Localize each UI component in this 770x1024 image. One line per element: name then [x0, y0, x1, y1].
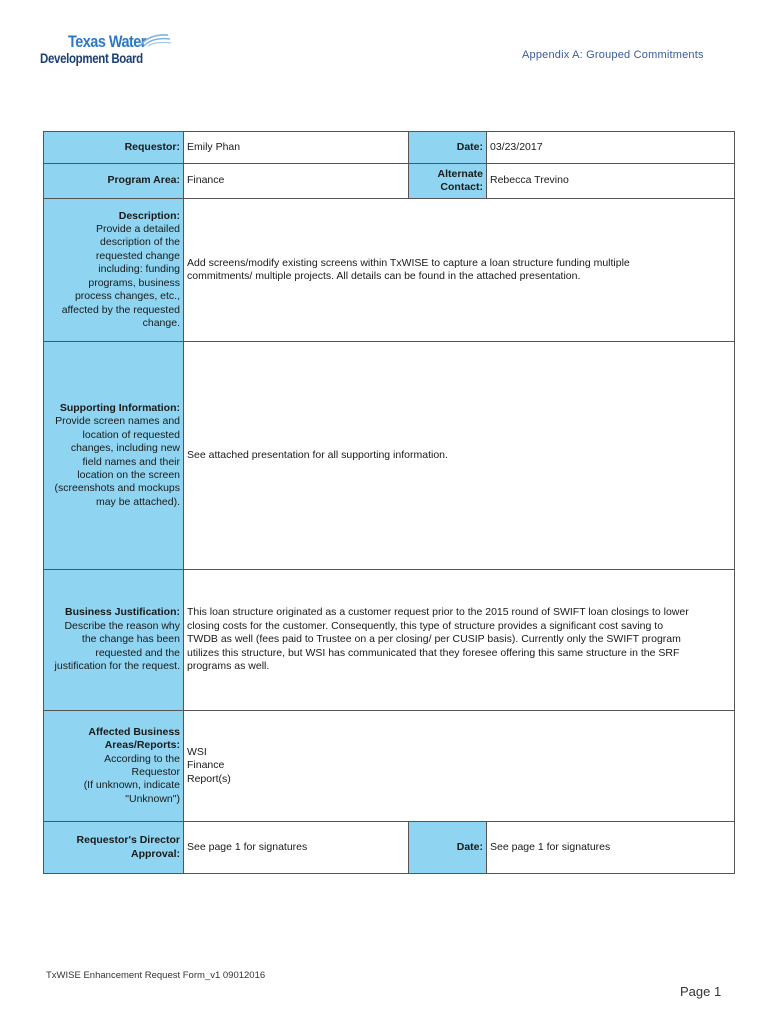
- justification-text-line: utilizes this structure, but WSI has communicated that they foresee offering this same structure in the SRF: [187, 646, 680, 659]
- justification-text-line: This loan structure originated as a customer request prior to the 2015 round of SWIFT loan closings to lower: [187, 606, 689, 619]
- alternate-contact-label-line2: Contact:: [440, 181, 483, 193]
- description-hint-line: programs, business: [88, 276, 180, 289]
- affected-hint-line: Requestor: [131, 766, 180, 778]
- enhancement-request-form: [43, 131, 735, 874]
- page-number: Page 1: [680, 984, 722, 999]
- supporting-hint-line: may be attached).: [95, 495, 180, 508]
- justification-text-line: TWDB as well (fees paid to Trustee on a per closing/ per CUSIP basis). Currently only the SWIFT program: [187, 633, 681, 646]
- justification-title: Business Justification:: [65, 606, 180, 619]
- water-wave-icon: [138, 32, 172, 48]
- affected-hint-line: According to the: [104, 752, 180, 765]
- director-approval-field[interactable]: See page 1 for signatures: [184, 822, 409, 874]
- date2-label-cell: [409, 822, 487, 874]
- appendix-title: Appendix A: Grouped Commitments: [522, 49, 704, 61]
- description-hint-line: including: funding: [98, 263, 180, 276]
- director-approval-row: [44, 822, 735, 874]
- supporting-info-field[interactable]: See attached presentation for all supporting information.: [184, 342, 735, 570]
- description-title: Description:: [118, 209, 180, 222]
- affected-areas-row: [44, 711, 735, 822]
- description-text-line: commitments/ multiple projects. All details can be found in the attached presentation.: [187, 270, 581, 282]
- logo-line-2: Development Board: [40, 50, 143, 66]
- director-label-line2: Approval:: [130, 847, 180, 860]
- description-hint-line: affected by the requested: [61, 303, 180, 316]
- program-area-label: Program Area:: [107, 174, 180, 187]
- supporting-hint-line: (screenshots and mockups: [54, 482, 180, 495]
- date2-field[interactable]: See page 1 for signatures: [487, 822, 735, 874]
- affected-area-item: Finance: [187, 759, 225, 772]
- program-area-field[interactable]: Finance: [184, 164, 409, 199]
- alternate-contact-label-line1: Alternate: [437, 167, 483, 180]
- date-label-cell: [409, 132, 487, 164]
- description-field[interactable]: [184, 199, 735, 342]
- supporting-hint-line: changes, including new: [70, 442, 180, 455]
- affected-label-cell: [44, 711, 184, 822]
- justification-hint-line: Describe the reason why: [64, 619, 180, 632]
- justification-hint-line: requested and the: [95, 646, 180, 659]
- description-hint-line: requested change: [95, 249, 180, 262]
- requestor-field[interactable]: Emily Phan: [184, 132, 409, 164]
- justification-text-line: programs as well.: [187, 660, 270, 673]
- twdb-logo: [40, 30, 180, 70]
- justification-label-cell: [44, 570, 184, 711]
- affected-title-line2: Areas/Reports:: [104, 739, 180, 752]
- supporting-hint-line: field names and their: [82, 455, 180, 468]
- justification-hint-line: justification for the request.: [54, 660, 180, 673]
- director-label-line1: Requestor's Director: [76, 834, 180, 847]
- description-hint-line: description of the: [100, 236, 180, 249]
- supporting-hint-line: location on the screen: [77, 468, 180, 481]
- description-text-line: Add screens/modify existing screens within TxWISE to capture a loan structure funding multiple: [187, 256, 630, 269]
- affected-area-item: Report(s): [187, 772, 231, 785]
- affected-title-line1: Affected Business: [88, 725, 180, 738]
- affected-areas-field[interactable]: [184, 711, 735, 822]
- supporting-label-cell: [44, 342, 184, 570]
- form-version-footer: TxWISE Enhancement Request Form_v1 09012016: [46, 970, 266, 981]
- justification-hint-line: the change has been: [81, 633, 180, 646]
- supporting-title: Supporting Information:: [59, 401, 180, 414]
- date2-label: Date:: [456, 840, 483, 853]
- justification-field[interactable]: [184, 570, 735, 711]
- justification-text-line: closing costs for the customer. Consequently, this type of structure provides a significant cost saving to: [187, 619, 664, 632]
- date-field[interactable]: 03/23/2017: [487, 132, 735, 164]
- supporting-hint-line: Provide screen names and: [55, 415, 180, 428]
- description-hint-line: change.: [142, 316, 180, 329]
- description-hint-line: process changes, etc.,: [74, 290, 180, 303]
- alternate-contact-label-cell: [409, 164, 487, 199]
- program-area-row: [44, 164, 735, 199]
- affected-area-item: WSI: [187, 745, 207, 758]
- program-area-label-cell: [44, 164, 184, 199]
- logo-line-1: Texas Water: [68, 32, 146, 51]
- date-label: Date:: [456, 140, 483, 153]
- requestor-row: [44, 132, 735, 164]
- description-hint-line: Provide a detailed: [95, 223, 180, 236]
- requestor-label: Requestor:: [124, 140, 180, 153]
- justification-row: [44, 570, 735, 711]
- director-label-cell: [44, 822, 184, 874]
- supporting-hint-line: location of requested: [82, 428, 180, 441]
- affected-hint-line: (If unknown, indicate: [83, 779, 180, 792]
- alternate-contact-field[interactable]: Rebecca Trevino: [487, 164, 735, 199]
- supporting-info-row: [44, 342, 735, 570]
- description-row: [44, 199, 735, 342]
- affected-hint-line: "Unknown"): [125, 792, 180, 805]
- description-label-cell: [44, 199, 184, 342]
- requestor-label-cell: [44, 132, 184, 164]
